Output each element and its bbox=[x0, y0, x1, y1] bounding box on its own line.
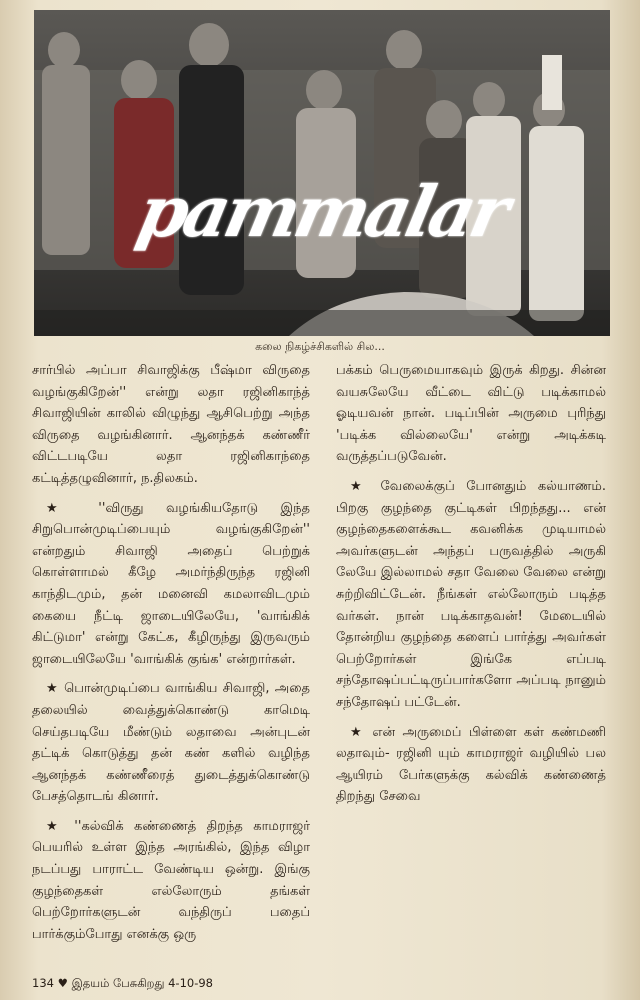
photo-caption: கலை நிகழ்ச்சிகளில் சில... bbox=[255, 340, 385, 353]
event-photo bbox=[34, 10, 610, 336]
paragraph: ★ ''கல்விக் கண்ணைத் திறந்த காமராஜர் பெயரில் உள்ள இந்த அரங்கில், இந்த விழா நடப்பது பாராட்ட வேண்டிய ஒன்று. இங்கு குழந்தைகள் எல்லோரும் தங்கள் பெற்றோர்களுடன் வந்திருப் பதைப் பார்க்கும்போது எனக்கு ஒரு bbox=[32, 818, 310, 942]
paragraph: ★ வேலைக்குப் போனதும் கல்யாணம். பிறகு குழந்தை குட்டிகள் பிறந்தது... என் குழந்தைகளைக்கூட கவனிக்க முடியாமல் அவர்களுடன் அந்தப் பருவத்தில் அருகி லேயே இல்லாமல் சதா வேலை வேலை என்று சுற்றிவிட்டேன். நீங்கள் எல்லோரும் படித்த வர்கள். நான் படிக்காதவன்! மேடையில் தோன்றிய குழந்தை களைப் பார்த்து அவர்கள் பெற்றோர்கள் இங்கே எப்படி சந்தோஷப்பட்டிருப்பார்களோ அப்படி நானும் சந்தோஷப் பட்டேன். bbox=[336, 478, 606, 710]
paragraph: சார்பில் அப்பா சிவாஜிக்கு பீஷ்மா விருதை வழங்குகிறேன்'' என்று லதா ரஜினிகாந்த் சிவாஜியின் காலில் விழுந்து ஆசிபெற்று அந்த விருதை வழங்கினார். ஆனந்தக் கண்ணீர் விட்டபடியே லதா ரஜினிகாந்தை கட்டித்தழுவினார், ந.திலகம். bbox=[32, 363, 310, 486]
paragraph: ★ ''விருது வழங்கியதோடு இந்த சிறுபொன்முடிப்பையும் வழங்குகிறேன்'' என்றதும் சிவாஜி அதைப் பெற்றுக் கொள்ளாமல் கீழே அமர்ந்திருந்த ரஜினி காந்திடமும், தன் மனைவி கமலாவிடமும் கையை நீட்டி ஜாடையிலேயே, 'வாங்கிக் கிட்டுமா' என்று கேட்க, கீழிருந்து இருவரும் ஜாடையிலேயே 'வாங்கிக் குங்க' என்றார்கள். bbox=[32, 500, 310, 667]
article-column-left bbox=[32, 360, 310, 953]
watermark-text: pammalar bbox=[130, 170, 514, 253]
paragraph: ★ என் அருமைப் பிள்ளை கள் கண்மணி லதாவும்- ரஜினி யும் காமராஜர் வழியில் பல ஆயிரம் பேர்களுக்கு கல்விக் கண்ணைத் திறந்து சேவை bbox=[336, 724, 606, 805]
article-column-right bbox=[336, 360, 606, 816]
paragraph: ★ பொன்முடிப்பை வாங்கிய சிவாஜி, அதை தலையில் வைத்துக்கொண்டு காமெடி செய்தபடியே மீண்டும் லதாவை அன்புடன் தட்டிக் கொடுத்து தன் கண் களில் வழிந்த ஆனந்தக் கண்ணீரைத் துடைத்துக்கொண்டு பேசத்தொடங் கினார். bbox=[32, 681, 310, 805]
paragraph: பக்கம் பெருமையாகவும் இருக் கிறது. சின்ன வயசுலேயே வீட்டை விட்டு படிக்காமல் ஓடியவன் நான். படிப்பின் அருமை புரிந்து 'படிக்க வில்லையே' என்று அடிக்கடி வருத்தப்படுவேன். bbox=[336, 363, 606, 465]
page-footer: 134 ♥ இதயம் பேசுகிறது 4-10-98 bbox=[32, 976, 214, 990]
